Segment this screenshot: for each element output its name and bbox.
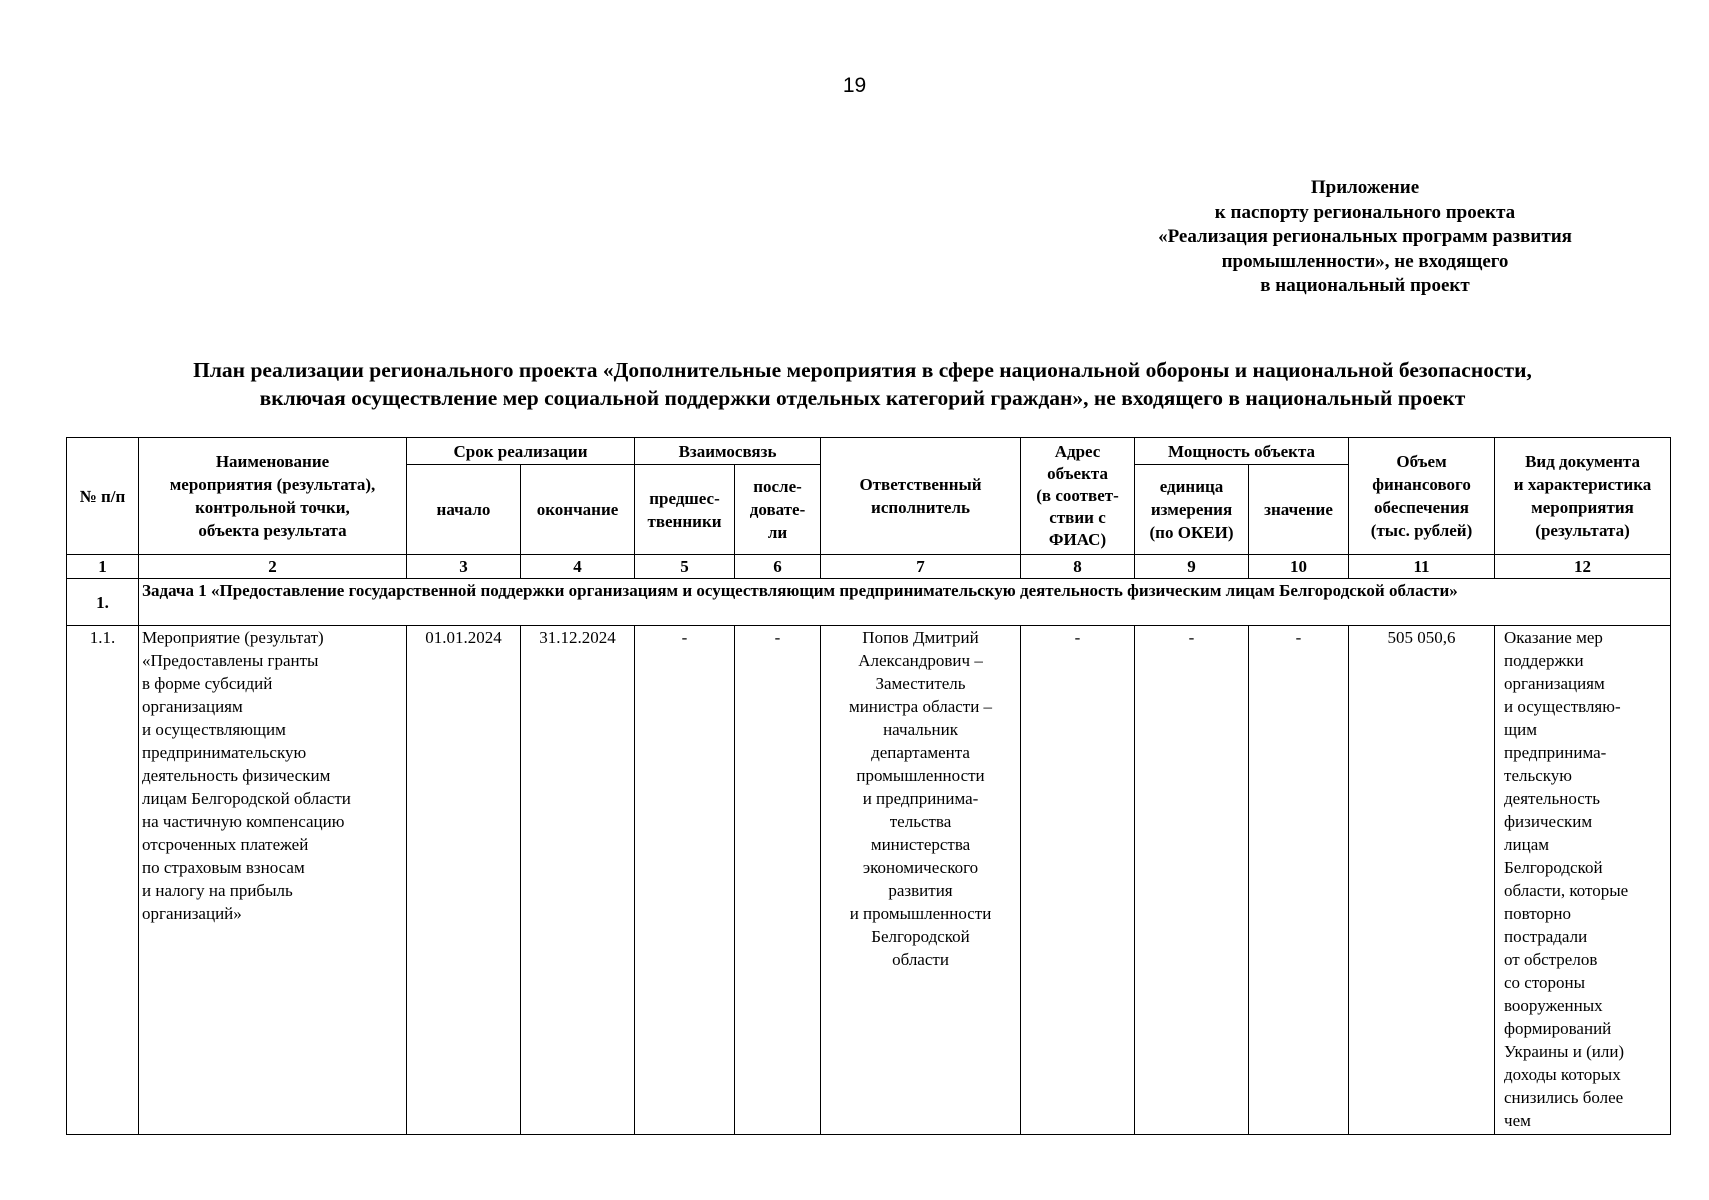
header-num: № п/п bbox=[67, 438, 139, 555]
row-unit: - bbox=[1135, 626, 1249, 1135]
column-number: 2 bbox=[139, 555, 407, 579]
header-capacity-group: Мощность объекта bbox=[1135, 438, 1349, 465]
appendix-line: промышленности», не входящего bbox=[1221, 250, 1509, 272]
row-responsible: Попов Дмитрий Александрович – Заместитель министра области – начальник департамента промышленности и предпринима- тельства министерства экономического развития и промышленности Белгородской области bbox=[821, 626, 1021, 1135]
task-row bbox=[67, 579, 1671, 626]
row-name: Мероприятие (результат) «Предоставлены гранты в форме субсидий организациям и осуществляющим предпринимательскую деятельность физическим лицам Белгородской области на частичную компенсацию отсроченных платежей по страховым взносам и налогу на прибыль организаций» bbox=[139, 626, 407, 1135]
column-number: 11 bbox=[1349, 555, 1495, 579]
header-successors: после- довате- ли bbox=[735, 465, 821, 555]
header-link-group: Взаимосвязь bbox=[635, 438, 821, 465]
header-address: Адрес объекта (в соответ- ствии с ФИАС) bbox=[1021, 438, 1135, 555]
column-number: 4 bbox=[521, 555, 635, 579]
row-predecessors: - bbox=[635, 626, 735, 1135]
column-number: 8 bbox=[1021, 555, 1135, 579]
header-unit: единица измерения (по ОКЕИ) bbox=[1135, 465, 1249, 555]
column-number: 1 bbox=[67, 555, 139, 579]
column-number: 12 bbox=[1495, 555, 1671, 579]
header-doc-type: Вид документа и характеристика мероприятия (результата) bbox=[1495, 438, 1671, 555]
header-value: значение bbox=[1249, 465, 1349, 555]
header-name: Наименование мероприятия (результата), контрольной точки, объекта результата bbox=[139, 438, 407, 555]
appendix-line: Приложение bbox=[1310, 177, 1420, 198]
row-end-date: 31.12.2024 bbox=[521, 626, 635, 1135]
column-number: 5 bbox=[635, 555, 735, 579]
row-successors: - bbox=[735, 626, 821, 1135]
column-number-row bbox=[67, 555, 1671, 579]
table-row bbox=[67, 626, 1671, 1135]
page-number: 19 bbox=[842, 74, 867, 97]
column-number: 10 bbox=[1249, 555, 1349, 579]
column-number: 9 bbox=[1135, 555, 1249, 579]
row-address: - bbox=[1021, 626, 1135, 1135]
row-number: 1.1. bbox=[67, 626, 139, 1135]
appendix-line: «Реализация региональных программ развития bbox=[1158, 226, 1572, 247]
header-start: начало bbox=[407, 465, 521, 555]
appendix-line: в национальный проект bbox=[1260, 275, 1470, 296]
header-end: окончание bbox=[521, 465, 635, 555]
implementation-plan-table bbox=[66, 437, 1671, 1135]
plan-title bbox=[60, 356, 1665, 412]
row-start-date: 01.01.2024 bbox=[407, 626, 521, 1135]
header-finance: Объем финансового обеспечения (тыс. рублей) bbox=[1349, 438, 1495, 555]
task-number: 1. bbox=[67, 579, 139, 626]
column-number: 6 bbox=[735, 555, 821, 579]
appendix-line: к паспорту регионального проекта bbox=[1214, 201, 1516, 223]
plan-title-line: План реализации регионального проекта «Дополнительные мероприятия в сфере национальной обороны и национальной безопасности, bbox=[193, 358, 1532, 382]
column-number: 7 bbox=[821, 555, 1021, 579]
appendix-block bbox=[1105, 176, 1625, 299]
header-responsible: Ответственный исполнитель bbox=[821, 438, 1021, 555]
row-value: - bbox=[1249, 626, 1349, 1135]
column-number: 3 bbox=[407, 555, 521, 579]
header-predecessors: предшес- твенники bbox=[635, 465, 735, 555]
row-doc-type: Оказание мер поддержки организациям и осуществляю- щим предпринима- тельскую деятельность физическим лицам Белгородской области, которые повторно пострадали от обстрелов со стороны вооруженных формирований Украины и (или) доходы которых снизились более чем bbox=[1495, 626, 1671, 1135]
task-text: Задача 1 «Предоставление государственной поддержки организациям и осуществляющим предпринимательскую деятельность физическим лицам Белгородской области» bbox=[139, 579, 1671, 626]
header-row-1 bbox=[67, 438, 1671, 465]
plan-title-line: включая осуществление мер социальной поддержки отдельных категорий граждан», не входящего в национальный проект bbox=[259, 386, 1466, 410]
row-finance: 505 050,6 bbox=[1349, 626, 1495, 1135]
header-term-group: Срок реализации bbox=[407, 438, 635, 465]
